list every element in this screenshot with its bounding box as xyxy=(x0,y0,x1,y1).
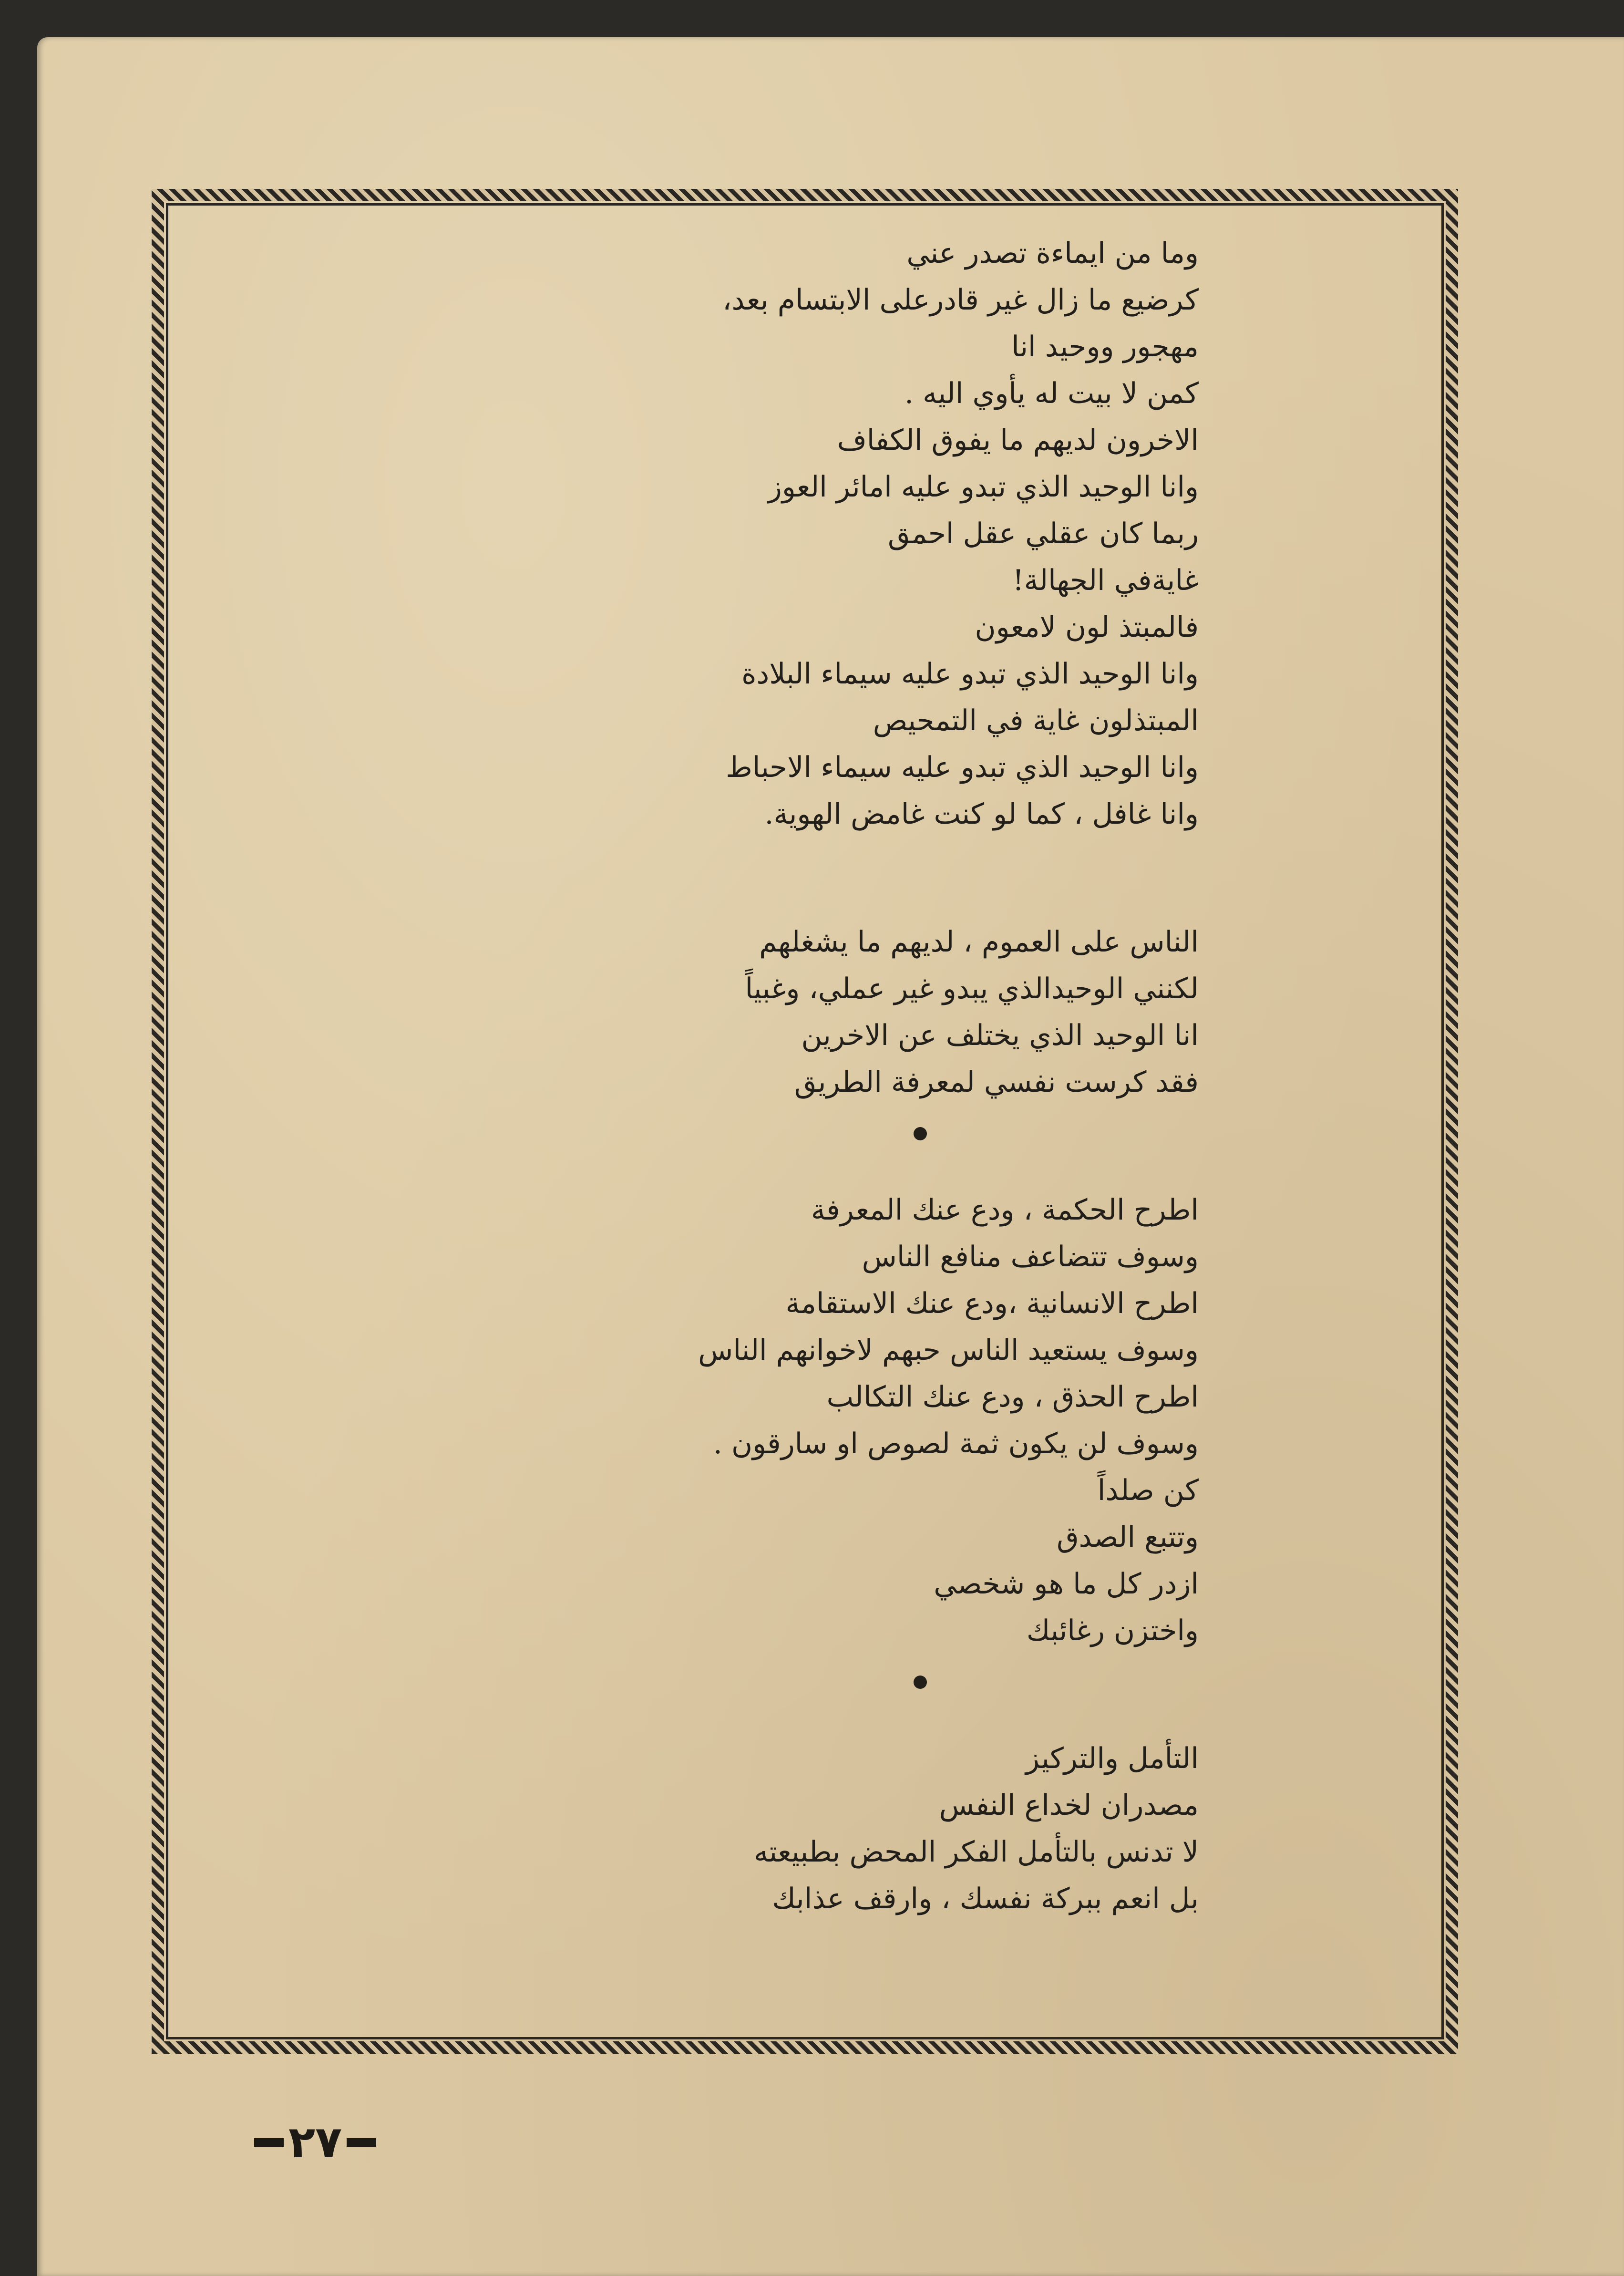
dash-right xyxy=(347,2138,376,2147)
text-line: المبتذلون غاية في التمحيص xyxy=(873,704,1199,737)
book-page xyxy=(37,37,1624,2276)
text-line: الاخرون لديهم ما يفوق الكفاف xyxy=(837,424,1199,457)
bullet-dot-icon xyxy=(914,1127,927,1140)
text-line: وانا الوحيد الذي تبدو عليه سيماء الاحباط xyxy=(726,751,1199,784)
text-line: التأمل والتركيز xyxy=(1026,1742,1199,1775)
text-line: مهجور ووحيد انا xyxy=(1011,330,1199,363)
page-number xyxy=(254,2117,376,2168)
ornamental-border xyxy=(152,189,1458,2054)
text-line: اطرح الانسانية ،ودع عنك الاستقامة xyxy=(785,1287,1199,1320)
text-line: مصدران لخداع النفس xyxy=(939,1789,1199,1822)
stanza-3 xyxy=(212,1187,1199,1654)
text-line: وسوف تتضاعف منافع الناس xyxy=(862,1240,1199,1273)
dash-left xyxy=(254,2138,284,2147)
text-line: فقد كرست نفسي لمعرفة الطريق xyxy=(794,1066,1199,1099)
text-line: اطرح الحذق ، ودع عنك التكالب xyxy=(826,1380,1199,1414)
text-line: وانا غافل ، كما لو كنت غامض الهوية. xyxy=(764,797,1199,831)
text-line: لكنني الوحيدالذي يبدو غير عملي، وغبياً xyxy=(745,972,1199,1005)
text-line: اطرح الحكمة ، ودع عنك المعرفة xyxy=(811,1193,1199,1227)
stanza-4 xyxy=(212,1735,1199,1922)
text-line: كرضيع ما زال غير قادرعلى الابتسام بعد، xyxy=(722,283,1199,317)
stanza-1 xyxy=(212,230,1199,838)
text-line: كمن لا بيت له يأوي اليه . xyxy=(905,377,1199,410)
text-line: بل انعم ببركة نفسك ، وارقف عذابك xyxy=(772,1882,1199,1915)
text-line: انا الوحيد الذي يختلف عن الاخرين xyxy=(801,1019,1199,1052)
text-line: كن صلداً xyxy=(1097,1474,1199,1507)
text-line: وسوف يستعيد الناس حبهم لاخوانهم الناس xyxy=(698,1334,1199,1367)
text-line: غايةفي الجهالة! xyxy=(1012,564,1199,597)
section-separator xyxy=(212,1654,1199,1735)
text-line: لا تدنس بالتأمل الفكر المحض بطبيعته xyxy=(754,1835,1199,1869)
text-line: ازدر كل ما هو شخصي xyxy=(934,1567,1199,1601)
text-line: وتتبع الصدق xyxy=(1057,1521,1199,1554)
poem-text xyxy=(212,230,1199,1922)
text-line: واختزن رغائبك xyxy=(1026,1614,1199,1647)
text-line: فالمبتذ لون لامعون xyxy=(975,610,1199,644)
bullet-dot-icon xyxy=(914,1676,927,1689)
page-number-text: ٢٧ xyxy=(288,2117,342,2168)
stanza-2 xyxy=(212,919,1199,1106)
text-line: وما من ايماءة تصدر عني xyxy=(906,237,1199,270)
text-line: الناس على العموم ، لديهم ما يشغلهم xyxy=(759,925,1199,959)
text-line: وانا الوحيد الذي تبدو عليه سيماء البلادة xyxy=(741,657,1199,691)
text-line: ربما كان عقلي عقل احمق xyxy=(888,517,1199,550)
text-line: وسوف لن يكون ثمة لصوص او سارقون . xyxy=(713,1427,1199,1460)
text-line: وانا الوحيد الذي تبدو عليه امائر العوز xyxy=(768,470,1199,504)
section-separator xyxy=(212,1106,1199,1187)
stanza-gap xyxy=(212,838,1199,919)
